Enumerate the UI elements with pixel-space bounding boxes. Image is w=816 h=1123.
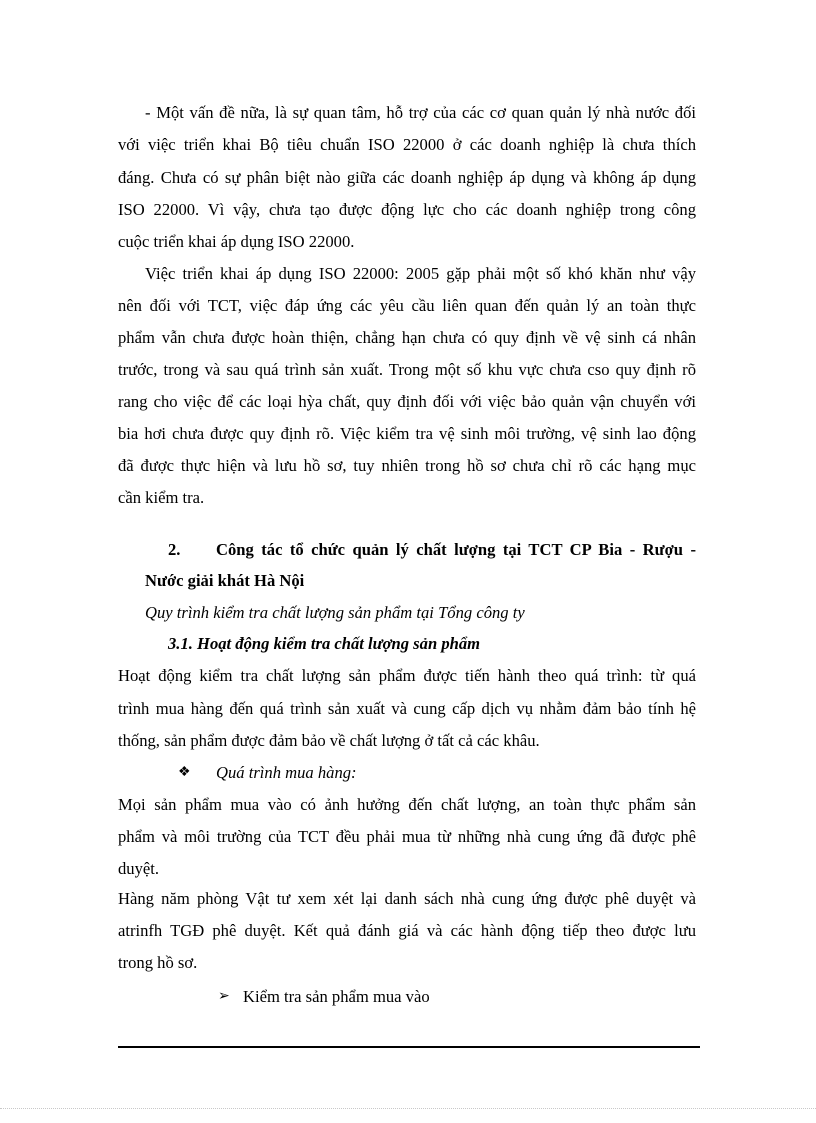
diamond-bullet-icon: ❖ bbox=[178, 765, 191, 780]
paragraph-2-line-3: phẩm vẫn chưa được hoàn thiện, chẳng hạn chưa có quy định về vệ sinh cá nhân bbox=[118, 328, 696, 347]
paragraph-4-line-1: Mọi sản phẩm mua vào có ảnh hưởng đến chất lượng, an toàn thực phẩm sản bbox=[118, 795, 696, 814]
arrow-bullet-icon: ➢ bbox=[218, 989, 230, 1004]
paragraph-5-line-1: Hàng năm phòng Vật tư xem xét lại danh sách nhà cung ứng được phê duyệt và bbox=[118, 889, 696, 908]
paragraph-2-line-7: đã được thực hiện và lưu hồ sơ, tuy nhiên trong hồ sơ chưa chỉ rõ các hạng mục bbox=[118, 456, 696, 475]
paragraph-4-line-3: duyệt. bbox=[118, 859, 160, 878]
paragraph-1-line-2: với việc triển khai Bộ tiêu chuẩn ISO 22000 ở các doanh nghiệp là chưa thích bbox=[118, 135, 696, 154]
section-2-title-line-2: Nước giải khát Hà Nội bbox=[145, 571, 305, 590]
paragraph-1-line-3: đáng. Chưa có sự phân biệt nào giữa các doanh nghiệp áp dụng và không áp dụng bbox=[118, 168, 696, 187]
subtitle: Quy trình kiểm tra chất lượng sản phẩm tại Tổng công ty bbox=[145, 603, 525, 622]
section-2-title-line-1: Công tác tổ chức quản lý chất lượng tại TCT CP Bia - Rượu - bbox=[216, 540, 696, 559]
paragraph-1-line-5: cuộc triển khai áp dụng ISO 22000. bbox=[118, 232, 355, 251]
footer-rule bbox=[118, 1046, 700, 1048]
section-3-1-heading: 3.1. Hoạt động kiểm tra chất lượng sản phẩm bbox=[168, 634, 481, 653]
paragraph-2-line-5: rang cho việc để các loại hỳa chất, quy định đối với việc bảo quản vận chuyển với bbox=[118, 392, 696, 411]
paragraph-1-line-1: - Một vấn đề nữa, là sự quan tâm, hỗ trợ của các cơ quan quản lý nhà nước đối bbox=[145, 103, 696, 122]
paragraph-1-line-4: ISO 22000. Vì vậy, chưa tạo được động lực cho các doanh nghiệp trong công bbox=[118, 200, 696, 219]
paragraph-5-line-2: atrinfh TGĐ phê duyệt. Kết quả đánh giá và các hành động tiếp theo được lưu bbox=[118, 921, 696, 940]
paragraph-3-line-2: trình mua hàng đến quá trình sản xuất và cung cấp dịch vụ nhằm đảm bảo tính hệ bbox=[118, 699, 696, 718]
paragraph-2-line-2: nên đối với TCT, việc đáp ứng các yêu cầu liên quan đến quản lý an toàn thực bbox=[118, 296, 696, 315]
paragraph-3-line-1: Hoạt động kiểm tra chất lượng sản phẩm được tiến hành theo quá trình: từ quá bbox=[118, 666, 696, 685]
bullet-purchase-label: Quá trình mua hàng: bbox=[216, 763, 357, 782]
paragraph-5-line-3: trong hồ sơ. bbox=[118, 953, 198, 972]
paragraph-2-line-1: Việc triển khai áp dụng ISO 22000: 2005 gặp phải một số khó khăn như vậy bbox=[145, 264, 696, 283]
paragraph-2-line-4: trước, trong và sau quá trình sản xuất. Trong một số khu vực chưa cso quy định rõ bbox=[118, 360, 696, 379]
bullet-check-label: Kiểm tra sản phẩm mua vào bbox=[243, 987, 430, 1006]
section-2-number: 2. bbox=[168, 540, 181, 559]
paragraph-2-line-8: cần kiểm tra. bbox=[118, 488, 205, 507]
paragraph-3-line-3: thống, sản phẩm được đảm bảo về chất lượng ở tất cả các khâu. bbox=[118, 731, 540, 750]
page-edge-divider bbox=[0, 1108, 816, 1109]
paragraph-4-line-2: phẩm và môi trường của TCT đều phải mua từ những nhà cung ứng đã được phê bbox=[118, 827, 696, 846]
paragraph-2-line-6: bia hơi chưa được quy định rõ. Việc kiểm tra vệ sinh môi trường, vệ sinh lao động bbox=[118, 424, 696, 443]
